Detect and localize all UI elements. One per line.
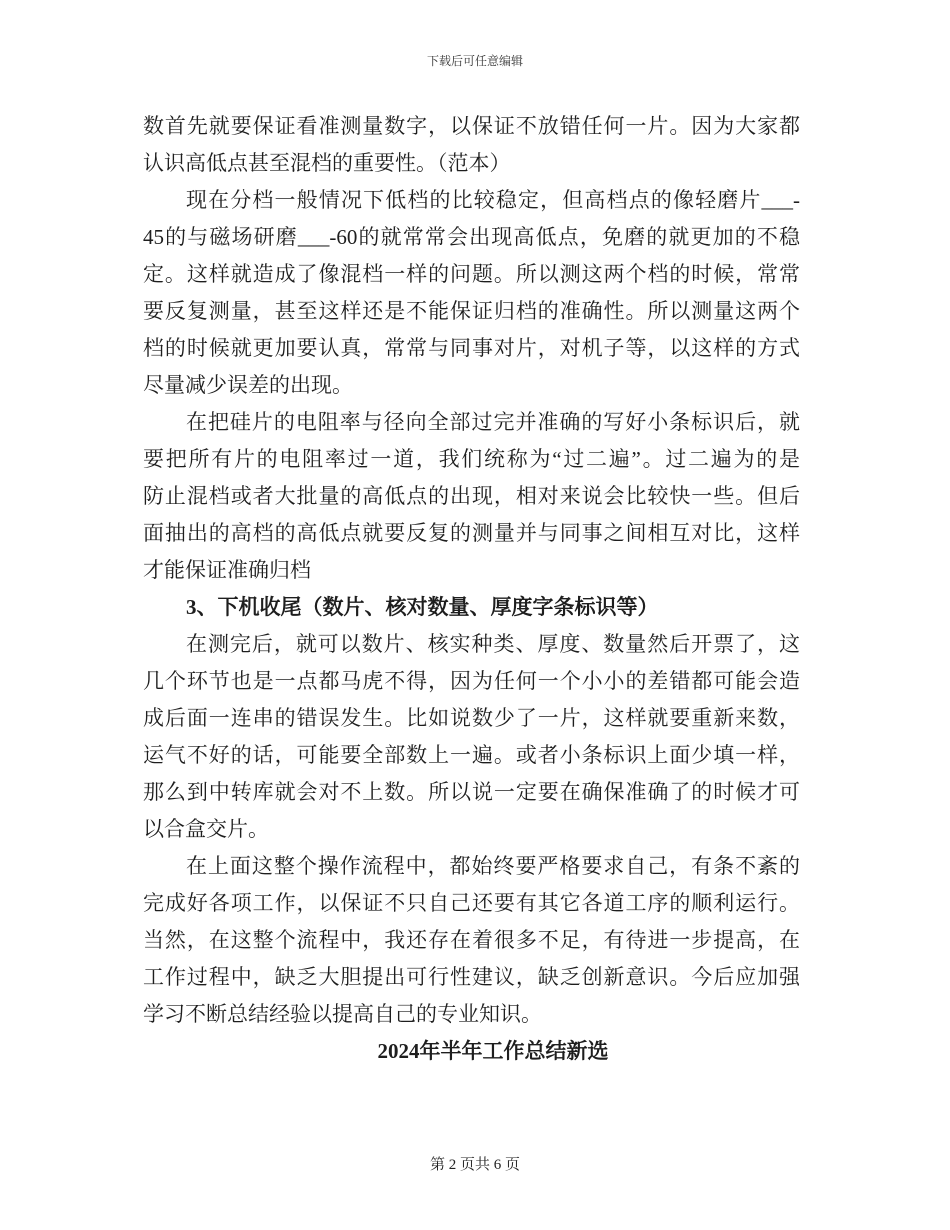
document-title: 2024年半年工作总结新选 <box>377 1039 609 1063</box>
paragraph-line: 防止混档或者大批量的高低点的出现，相对来说会比较快一些。但后 <box>143 484 800 508</box>
paragraph-line: 定。这样就造成了像混档一样的问题。所以测这两个档的时候，常常 <box>143 262 800 286</box>
page-header-note: 下载后可任意编辑 <box>426 54 523 68</box>
paragraph-line: 要反复测量，甚至这样还是不能保证归档的准确性。所以测量这两个 <box>143 299 800 323</box>
paragraph-line: 认识高低点甚至混档的重要性。（范本） <box>143 151 511 175</box>
paragraph-line: 45的与磁场研磨___-60的就常常会出现高低点，免磨的就更加的不稳 <box>143 225 800 249</box>
document-body <box>143 108 800 1070</box>
paragraph-line: 在测完后，就可以数片、核实种类、厚度、数量然后开票了，这 <box>186 632 800 656</box>
paragraph-line: 现在分档一般情况下低档的比较稳定，但高档点的像轻磨片___- <box>186 188 800 212</box>
paragraph-line: 才能保证准确归档 <box>143 558 311 582</box>
paragraph-line: 工作过程中，缺乏大胆提出可行性建议，缺乏创新意识。今后应加强 <box>143 965 800 989</box>
paragraph-line: 当然，在这整个流程中，我还存在着很多不足，有待进一步提高，在 <box>143 928 800 952</box>
paragraph-line: 尽量减少误差的出现。 <box>143 373 353 397</box>
paragraph-line: 几个环节也是一点都马虎不得，因为任何一个小小的差错都可能会造 <box>143 669 800 693</box>
page-footer: 第 2 页共 6 页 <box>429 1157 520 1173</box>
paragraph-line: 档的时候就更加要认真，常常与同事对片，对机子等，以这样的方式 <box>143 336 800 360</box>
paragraph-line: 运气不好的话，可能要全部数上一遍。或者小条标识上面少填一样， <box>143 743 800 767</box>
section-heading: 3、下机收尾（数片、核对数量、厚度字条标识等） <box>186 595 659 619</box>
paragraph-line: 那么到中转库就会对不上数。所以说一定要在确保准确了的时候才可 <box>143 780 800 804</box>
paragraph-line: 在把硅片的电阻率与径向全部过完并准确的写好小条标识后，就 <box>186 410 800 434</box>
paragraph-line: 以合盒交片。 <box>143 817 269 841</box>
paragraph-line: 在上面这整个操作流程中，都始终要严格要求自己，有条不紊的 <box>186 854 800 878</box>
paragraph-line: 学习不断总结经验以提高自己的专业知识。 <box>143 1002 542 1026</box>
paragraph-line: 数首先就要保证看准测量数字，以保证不放错任何一片。因为大家都 <box>143 114 800 138</box>
paragraph-line: 要把所有片的电阻率过一道，我们统称为“过二遍”。过二遍为的是 <box>143 447 800 471</box>
paragraph-line: 成后面一连串的错误发生。比如说数少了一片，这样就要重新来数， <box>143 706 800 730</box>
paragraph-line: 完成好各项工作，以保证不只自己还要有其它各道工序的顺利运行。 <box>143 891 800 915</box>
paragraph-line: 面抽出的高档的高低点就要反复的测量并与同事之间相互对比，这样 <box>143 521 800 545</box>
